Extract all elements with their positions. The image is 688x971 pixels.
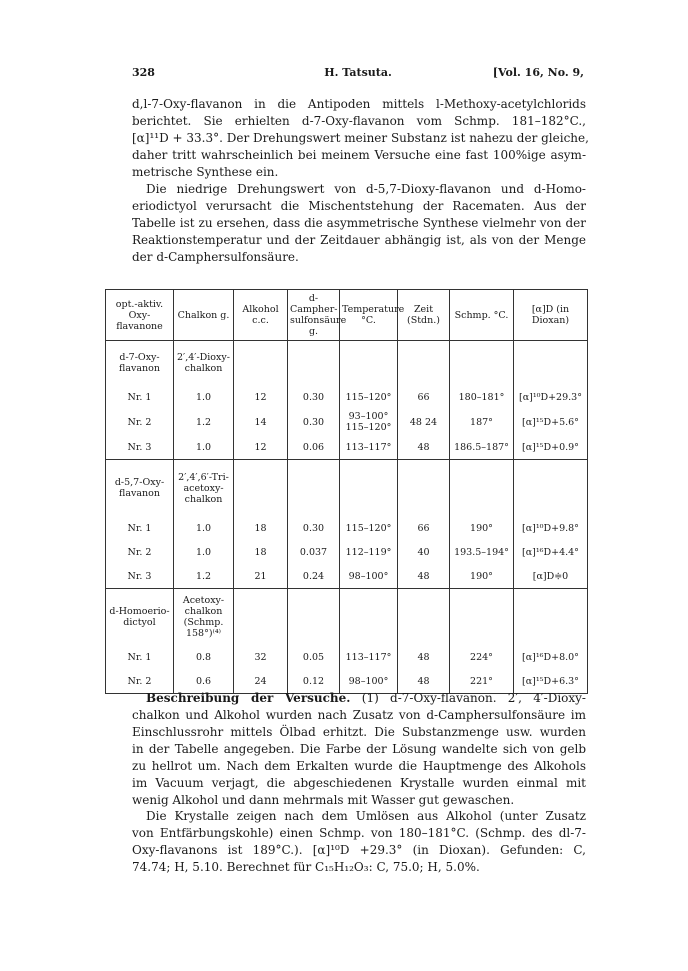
empty-cell: [398, 460, 450, 517]
table-group-row: [106, 589, 588, 646]
text-line: metrische Synthese ein.: [132, 165, 279, 179]
table-cell: Nr. 3: [106, 435, 174, 460]
empty-cell: [234, 341, 288, 386]
table-cell: 0.30: [288, 385, 340, 409]
empty-cell: [514, 460, 588, 517]
author-name: H. Tatsuta.: [324, 66, 392, 79]
header-cell: Schmp. °C.: [450, 290, 514, 341]
empty-cell: [340, 589, 398, 646]
table-cell: 115–120°: [340, 516, 398, 540]
table-cell: 1.2: [174, 409, 234, 435]
text-line: Einschlussrohr mittels Ölbad erhitzt. Die Substanzmenge usw. wurden: [132, 725, 586, 739]
table-cell: 0.12: [288, 669, 340, 694]
table-row: [106, 409, 588, 435]
volume-info: [Vol. 16, No. 9,: [492, 66, 584, 79]
table-cell: 0.06: [288, 435, 340, 460]
table-cell: 115–120°: [340, 385, 398, 409]
header-cell: [α]D (in Dioxan): [514, 290, 588, 341]
table-cell: 0.6: [174, 669, 234, 694]
table-cell: 0.8: [174, 645, 234, 669]
table-cell: 32: [234, 645, 288, 669]
header-cell: opt.-aktiv. Oxy-flavanone: [106, 290, 174, 341]
text-line: Tabelle ist zu ersehen, dass die asymmetrische Synthese vielmehr von der: [132, 216, 586, 230]
table-cell: 187°: [450, 409, 514, 435]
table-cell: 48: [398, 435, 450, 460]
table-cell: 40: [398, 540, 450, 564]
table-cell: 12: [234, 435, 288, 460]
text-line: Die Krystalle zeigen nach dem Umlösen aus Alkohol (unter Zusatz: [146, 809, 586, 823]
paragraph-intro: [132, 96, 589, 181]
compound-cell: d-7-Oxy-flavanon: [106, 341, 174, 386]
table-row: [106, 645, 588, 669]
table-cell: Nr. 1: [106, 385, 174, 409]
table-cell: 193.5–194°: [450, 540, 514, 564]
table-cell: 18: [234, 516, 288, 540]
text-line: [132, 690, 586, 707]
table-row: [106, 540, 588, 564]
table-cell: 113–117°: [340, 645, 398, 669]
text-line: d,l-7-Oxy-flavanon in die Antipoden mittels l-Methoxy-acetylchlorids: [132, 97, 586, 111]
empty-cell: [450, 589, 514, 646]
text-line: im Vacuum verjagt, die abgeschiedenen Krystalle wurden einmal mit: [132, 776, 586, 790]
empty-cell: [288, 341, 340, 386]
table-cell: [α]¹⁶D+8.0°: [514, 645, 588, 669]
text-line: in der Tabelle angegeben. Die Farbe der Lösung wandelte sich von gelb: [132, 742, 586, 756]
table-cell: Nr. 2: [106, 540, 174, 564]
text-line: berichtet. Sie erhielten d-7-Oxy-flavanon vom Schmp. 181–182°C.,: [132, 114, 586, 128]
empty-cell: [340, 460, 398, 517]
table-cell: 18: [234, 540, 288, 564]
compound-cell: d-Homoerio-dictyol: [106, 589, 174, 646]
table-cell: 0.05: [288, 645, 340, 669]
running-header: [132, 66, 584, 82]
table-group-row: [106, 341, 588, 386]
text-line: Die niedrige Drehungswert von d-5,7-Dioxy-flavanon und d-Homo-: [146, 182, 586, 196]
chalkon-cell: Acetoxy-chalkon (Schmp. 158°)⁽⁴⁾: [174, 589, 234, 646]
table-cell: [α]¹⁰D+29.3°: [514, 385, 588, 409]
table-cell: 0.24: [288, 564, 340, 589]
table-cell: 112–119°: [340, 540, 398, 564]
chalkon-cell: 2′,4′-Dioxy-chalkon: [174, 341, 234, 386]
table-cell: 0.30: [288, 516, 340, 540]
text-line: der d-Camphersulfonsäure.: [132, 250, 299, 264]
table-cell: 12: [234, 385, 288, 409]
table-cell: [α]D≑0: [514, 564, 588, 589]
table-cell: 190°: [450, 516, 514, 540]
header-cell: Alkohol c.c.: [234, 290, 288, 341]
section-heading: Beschreibung der Versuche.: [146, 691, 351, 705]
table-cell: Nr. 2: [106, 409, 174, 435]
empty-cell: [514, 589, 588, 646]
table-cell: Nr. 1: [106, 645, 174, 669]
table-group-row: [106, 460, 588, 517]
text-line: wenig Alkohol und dann mehrmals mit Wasser gut gewaschen.: [132, 793, 515, 807]
header-cell: Temperature °C.: [340, 290, 398, 341]
table-cell: [α]¹⁵D+0.9°: [514, 435, 588, 460]
page-number: 328: [132, 66, 155, 79]
table-cell: Nr. 1: [106, 516, 174, 540]
table-row: [106, 516, 588, 540]
table-cell: [α]¹⁵D+6.3°: [514, 669, 588, 694]
compound-cell: d-5,7-Oxy-flavanon: [106, 460, 174, 517]
empty-cell: [450, 341, 514, 386]
table-cell: 180–181°: [450, 385, 514, 409]
header-cell: Chalkon g.: [174, 290, 234, 341]
table-cell: 1.0: [174, 540, 234, 564]
table-cell: 66: [398, 516, 450, 540]
table-cell: 21: [234, 564, 288, 589]
text-line-rest: (1) d-7-Oxy-flavanon. 2′, 4′-Dioxy-: [350, 691, 586, 705]
table-cell: 113–117°: [340, 435, 398, 460]
empty-cell: [234, 460, 288, 517]
table-cell: [α]¹⁵D+5.6°: [514, 409, 588, 435]
empty-cell: [234, 589, 288, 646]
empty-cell: [398, 589, 450, 646]
table-cell: 24: [234, 669, 288, 694]
text-line: 74.74; H, 5.10. Berechnet für C₁₅H₁₂O₃: C, 75.0; H, 5.0%.: [132, 860, 480, 874]
table-cell: 1.2: [174, 564, 234, 589]
table-cell: [α]¹⁶D+4.4°: [514, 540, 588, 564]
empty-cell: [450, 460, 514, 517]
empty-cell: [514, 341, 588, 386]
results-table: [105, 289, 588, 694]
table-cell: 190°: [450, 564, 514, 589]
header-cell: Zeit (Stdn.): [398, 290, 450, 341]
paragraph-experimental: [132, 690, 586, 809]
table-cell: 14: [234, 409, 288, 435]
table-cell: 221°: [450, 669, 514, 694]
paragraph-results: [132, 808, 586, 876]
empty-cell: [288, 589, 340, 646]
table-cell: 186.5–187°: [450, 435, 514, 460]
text-line: eriodictyol verursacht die Mischentstehung der Racematen. Aus der: [132, 199, 586, 213]
table-cell: 98–100°: [340, 564, 398, 589]
empty-cell: [340, 341, 398, 386]
table-cell: 48: [398, 564, 450, 589]
table-cell: Nr. 3: [106, 564, 174, 589]
empty-cell: [398, 341, 450, 386]
paragraph-discussion: [132, 181, 586, 266]
table-cell: 1.0: [174, 516, 234, 540]
empty-cell: [288, 460, 340, 517]
text-line: daher tritt wahrscheinlich bei meinem Versuche eine fast 100%ige asym-: [132, 148, 586, 162]
table-cell: 48 24: [398, 409, 450, 435]
table-cell: 48: [398, 645, 450, 669]
text-line: Oxy-flavanons ist 189°C.). [α]¹⁰D +29.3° (in Dioxan). Gefunden: C,: [132, 843, 586, 857]
table-row: [106, 385, 588, 409]
table-cell: 66: [398, 385, 450, 409]
table-cell: 224°: [450, 645, 514, 669]
table-cell: Nr. 2: [106, 669, 174, 694]
header-cell: d-Campher-sulfonsäure g.: [288, 290, 340, 341]
table-row: [106, 564, 588, 589]
table-cell: 93–100° 115–120°: [340, 409, 398, 435]
chalkon-cell: 2′,4′,6′-Tri-acetoxy-chalkon: [174, 460, 234, 517]
table-cell: 1.0: [174, 435, 234, 460]
text-line: von Entfärbungskohle) einen Schmp. von 180–181°C. (Schmp. des dl-7-: [132, 826, 586, 840]
text-line: chalkon und Alkohol wurden nach Zusatz von d-Camphersulfonsäure im: [132, 708, 586, 722]
text-line: zu hellrot um. Nach dem Erkalten wurde die Hauptmenge des Alkohols: [132, 759, 586, 773]
table-cell: 0.037: [288, 540, 340, 564]
table-cell: 48: [398, 669, 450, 694]
table-cell: 98–100°: [340, 669, 398, 694]
table-row: [106, 435, 588, 460]
text-line: Reaktionstemperatur und der Zeitdauer abhängig ist, als von der Menge: [132, 233, 586, 247]
table-header-row: [106, 290, 588, 341]
text-line: [α]¹¹D + 33.3°. Der Drehungswert meiner Substanz ist nahezu der gleiche,: [132, 131, 589, 145]
table-cell: 1.0: [174, 385, 234, 409]
table-body: [106, 341, 588, 694]
table-cell: [α]¹⁰D+9.8°: [514, 516, 588, 540]
table-cell: 0.30: [288, 409, 340, 435]
